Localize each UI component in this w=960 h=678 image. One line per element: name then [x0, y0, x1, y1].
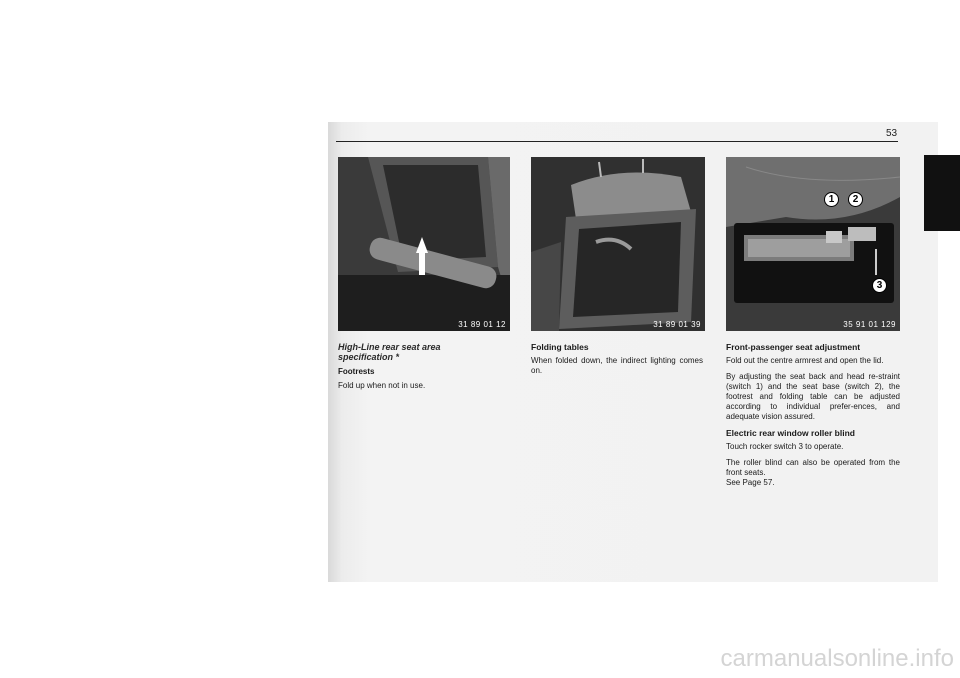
- folding-tables-heading: Folding tables: [531, 342, 589, 352]
- roller-blind-p1: Touch rocker switch 3 to operate.: [726, 442, 844, 451]
- roller-blind-p2: The roller blind can also be operated from the front seats.: [726, 458, 900, 477]
- seat-adjustment-p2: By adjusting the seat back and head re-straint (switch 1) and the seat base (switch 2), the footrest and folding table can be adjusted according to individual prefer-ences, and adequate vision assured.: [726, 372, 900, 421]
- footrests-subheading: Footrests: [338, 367, 375, 376]
- roller-blind-heading: Electric rear window roller blind: [726, 428, 855, 438]
- armrest-switch-photo: [726, 157, 900, 331]
- title-line-2: specification *: [338, 352, 400, 362]
- column-folding-tables: [531, 342, 703, 382]
- seat-adjustment-p1: Fold out the centre armrest and open the lid.: [726, 356, 884, 365]
- see-page-ref: See Page 57.: [726, 478, 775, 487]
- site-watermark: carmanualsonline.info: [720, 645, 954, 672]
- section-title: [338, 342, 506, 362]
- title-line-1: High-Line rear seat area: [338, 342, 441, 352]
- folding-table-illustration: [531, 157, 705, 331]
- footrest-photo: [338, 157, 510, 331]
- column-front-passenger: [726, 342, 900, 494]
- footrest-illustration: [338, 157, 510, 331]
- figure-code: 31 89 01 12: [458, 320, 506, 329]
- callout-1: 1: [824, 192, 839, 207]
- column-high-line: [338, 342, 506, 397]
- folding-table-photo: [531, 157, 705, 331]
- header-rule: [336, 141, 898, 142]
- section-thumb-tab: [924, 155, 960, 231]
- callout-3: 3: [872, 278, 887, 293]
- figure-code: 31 89 01 39: [653, 320, 701, 329]
- folding-tables-text: When folded down, the indirect lighting comes on.: [531, 356, 703, 375]
- seat-adjustment-heading: Front-passenger seat adjustment: [726, 342, 861, 352]
- figure-code: 35 91 01 129: [843, 320, 896, 329]
- callout-2: 2: [848, 192, 863, 207]
- footrests-text: Fold up when not in use.: [338, 381, 426, 390]
- page-number: 53: [886, 128, 898, 139]
- armrest-illustration: [726, 157, 900, 331]
